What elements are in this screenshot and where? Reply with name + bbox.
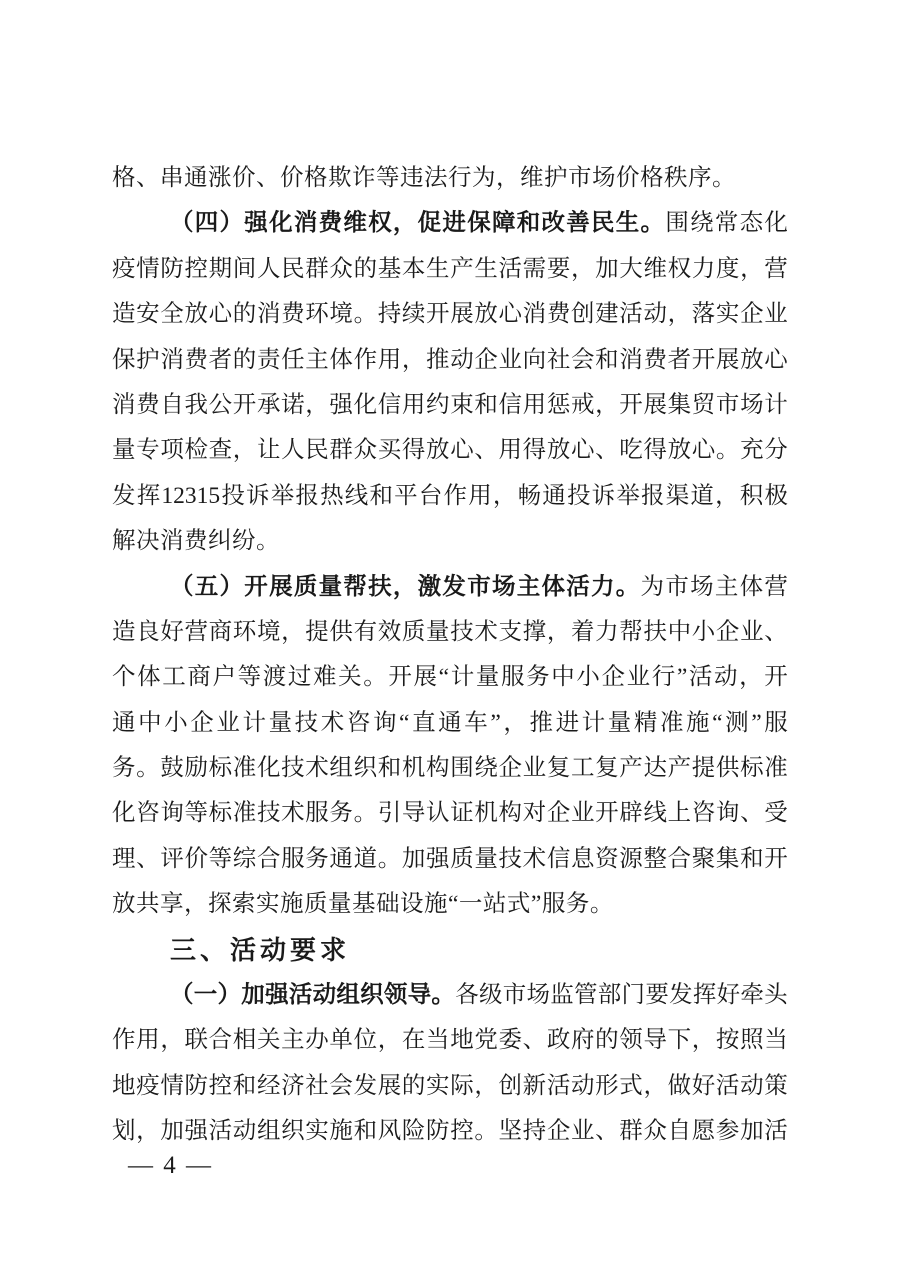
text-line: 发 挥 12315 投 诉 举 报 热 线 和 平 台 作 用 ， 畅 通 投 诉 举 报 渠 道 ， 积 极: [112, 482, 788, 509]
text-line: 疫 情 防 控 期 间 人 民 群 众 的 基 本 生 产 生 活 需 要 ， 加 大 维 权 力 度 ， 营: [112, 255, 788, 282]
text-line: 个 体 工 商 户 等 渡 过 难 关 。 开 展 “ 计 量 服 务 中 小 企 业 行 ” 活 动 ， 开: [112, 664, 788, 691]
document-body: [112, 156, 788, 1155]
text-line: 作 用 ， 联 合 相 关 主 办 单 位 ， 在 当 地 党 委 、 政 府 的 领 导 下 ， 按 照 当: [112, 1027, 788, 1054]
text-line: [112, 156, 788, 201]
text-line: 量 专 项 检 查 ， 让 人 民 群 众 买 得 放 心 、 用 得 放 心 、 吃 得 放 心 。 充 分: [112, 437, 788, 464]
text-line: 造 安 全 放 心 的 消 费 环 境 。 持 续 开 展 放 心 消 费 创 建 活 动 ， 落 实 企 业: [112, 301, 788, 328]
text-line: 保 护 消 费 者 的 责 任 主 体 作 用 ， 推 动 企 业 向 社 会 和 消 费 者 开 展 放 心: [112, 346, 788, 373]
text-line: 务 。 鼓 励 标 准 化 技 术 组 织 和 机 构 围 绕 企 业 复 工 复 产 达 产 提 供 标 准: [112, 755, 788, 782]
text-segment: 放共享，探索实施质量基础设施“一站式”服务。: [112, 891, 614, 918]
text-line: 地 疫 情 防 控 和 经 济 社 会 发 展 的 实 际 ， 创 新 活 动 形 式 ， 做 好 活 动 策: [112, 1072, 788, 1099]
text-line: 化 咨 询 等 标 准 技 术 服 务 。 引 导 认 证 机 构 对 企 业 开 辟 线 上 咨 询 、 受: [112, 800, 788, 827]
bold-text-segment: 三、活动要求: [170, 934, 351, 965]
section-heading: [112, 928, 788, 973]
text-line: 造 良 好 营 商 环 境 ， 提 供 有 效 质 量 技 术 支 撑 ， 着 力 帮 扶 中 小 企 业 、: [112, 618, 788, 645]
text-line: （ 四 ） 强 化 消 费 维 权 ， 促 进 保 障 和 改 善 民 生 。 围 绕 常 态 化: [170, 210, 788, 237]
page-number: — 4 —: [128, 1152, 213, 1179]
text-segment: 格、串通涨价、价格欺诈等违法行为，维护市场价格秩序。: [112, 165, 736, 191]
text-line: [112, 882, 788, 927]
text-line: （ 五 ） 开 展 质 量 帮 扶 ， 激 发 市 场 主 体 活 力 。 为 市 场 主 体 营: [170, 573, 788, 600]
text-line: （ 一 ） 加 强 活 动 组 织 领 导 。 各 级 市 场 监 管 部 门 要 发 挥 好 牵 头: [170, 982, 788, 1009]
text-line: 理 、 评 价 等 综 合 服 务 通 道 。 加 强 质 量 技 术 信 息 资 源 整 合 聚 集 和 开: [112, 845, 788, 872]
text-line: 消 费 自 我 公 开 承 诺 ， 强 化 信 用 约 束 和 信 用 惩 戒 ， 开 展 集 贸 市 场 计: [112, 391, 788, 418]
page-footer: [128, 1150, 213, 1182]
text-segment: 解决消费纠纷。: [112, 528, 280, 555]
text-line: 划 ， 加 强 活 动 组 织 实 施 和 风 险 防 控 。 坚 持 企 业 、 群 众 自 愿 参 加 活: [112, 1118, 788, 1145]
text-line: [112, 519, 788, 564]
text-line: 通 中 小 企 业 计 量 技 术 咨 询 “ 直 通 车 ” ， 推 进 计 量 精 准 施 “ 测 ” 服: [112, 709, 788, 736]
